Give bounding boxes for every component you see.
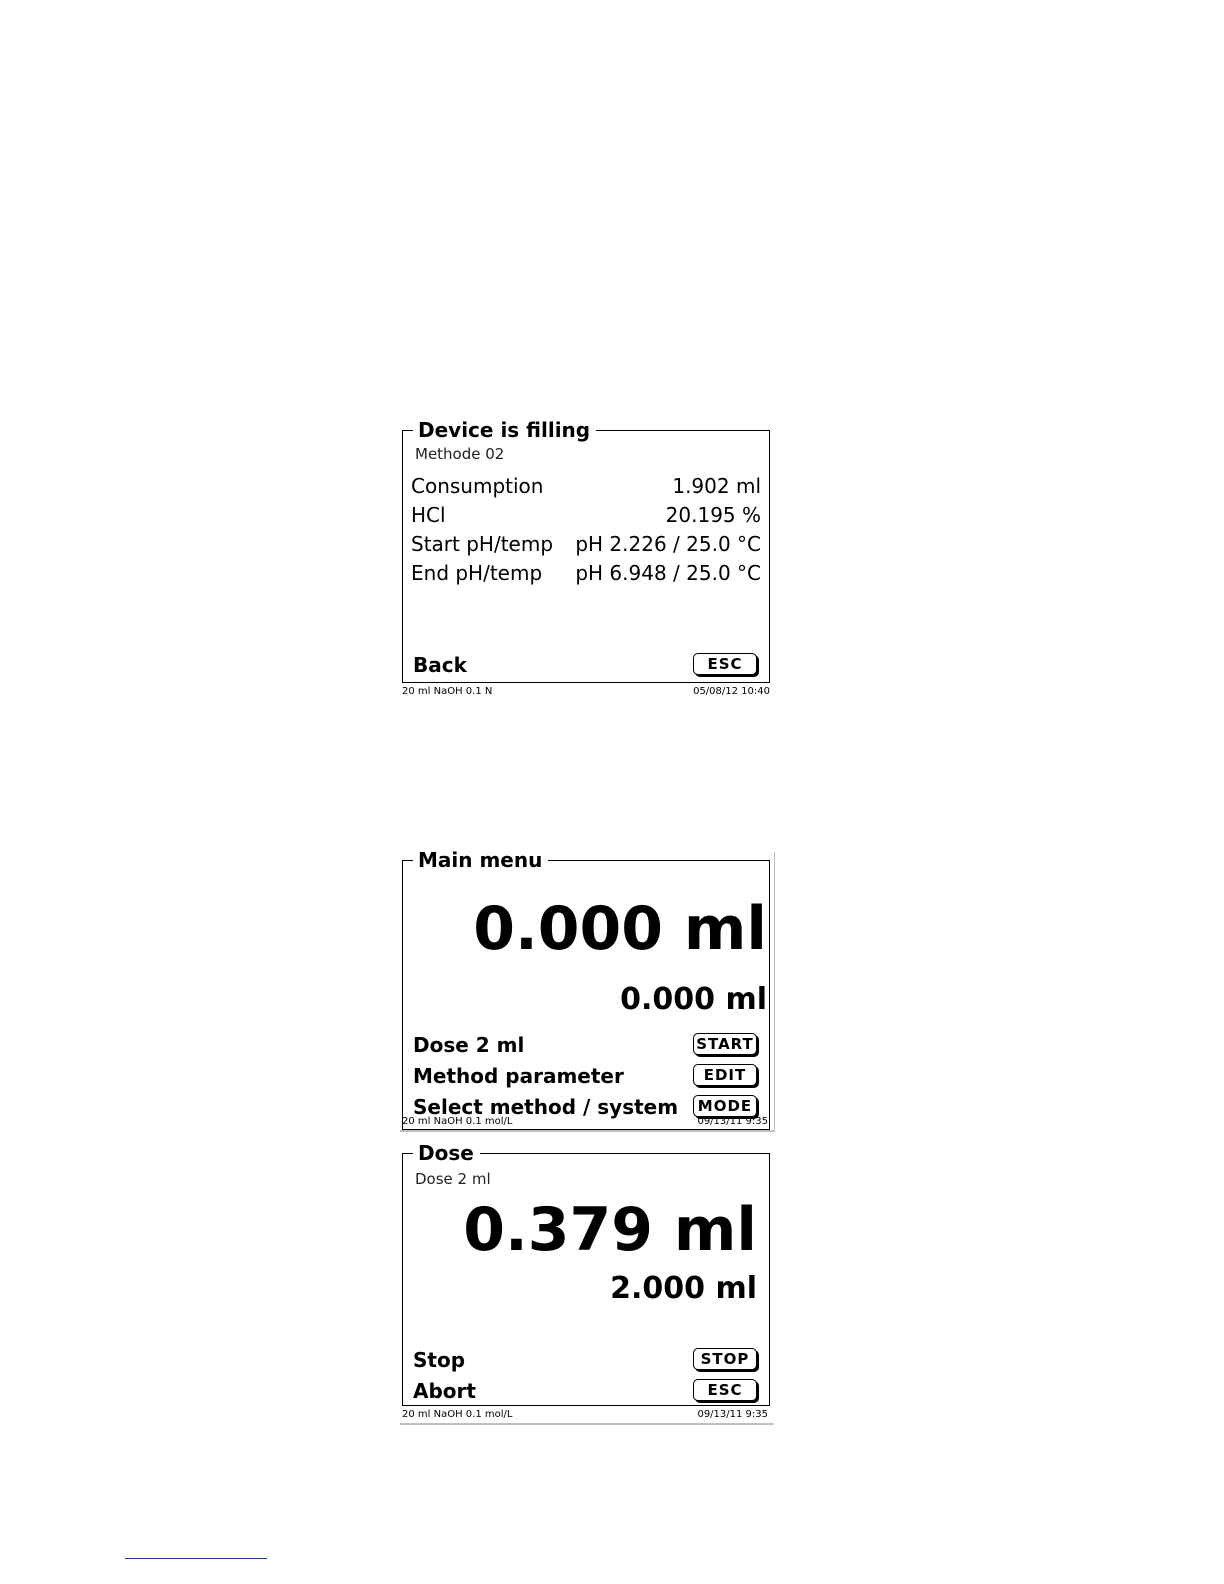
result-label: HCl	[411, 503, 446, 527]
datetime-status: 09/13/11 9:35	[697, 1409, 768, 1420]
menu-item-label: Select method / system	[413, 1095, 679, 1119]
panel-title: Main menu	[413, 847, 548, 873]
result-value: pH 6.948 / 25.0 °C	[575, 561, 761, 585]
mode-button[interactable]: MODE	[693, 1095, 757, 1117]
back-row[interactable]	[413, 651, 757, 679]
reagent-status: 20 ml NaOH 0.1 mol/L	[402, 1116, 513, 1127]
menu-item-label: Method parameter	[413, 1064, 624, 1088]
edit-button[interactable]: EDIT	[693, 1064, 757, 1086]
device-filling-screen	[400, 420, 772, 705]
result-value: pH 2.226 / 25.0 °C	[575, 532, 761, 556]
method-name: Methode 02	[415, 445, 505, 463]
main-menu-panel	[402, 848, 770, 1130]
start-button[interactable]: START	[693, 1033, 757, 1055]
screen-edge-line	[774, 852, 775, 1132]
menu-item-method-parameter[interactable]	[413, 1062, 757, 1090]
menu-item-label: Stop	[413, 1348, 466, 1372]
dose-screen	[400, 1143, 774, 1428]
reagent-status: 20 ml NaOH 0.1 N	[402, 686, 493, 697]
dosed-volume-value: 0.000 ml	[473, 894, 767, 964]
panel-title: Device is filling	[413, 417, 596, 443]
dose-method-name: Dose 2 ml	[415, 1170, 491, 1188]
menu-item-stop[interactable]	[413, 1346, 757, 1374]
datetime-status: 05/08/12 10:40	[693, 686, 770, 697]
result-value: 20.195 %	[665, 503, 761, 527]
main-menu-screen	[400, 850, 776, 1135]
result-label: Consumption	[411, 474, 544, 498]
total-volume-value: 0.000 ml	[620, 982, 767, 1017]
esc-button[interactable]: ESC	[693, 1379, 757, 1401]
result-row-start-ph	[411, 531, 761, 557]
device-filling-panel	[402, 418, 770, 683]
dosed-volume-value: 0.379 ml	[463, 1195, 757, 1265]
menu-item-label: Abort	[413, 1379, 476, 1403]
menu-item-dose[interactable]	[413, 1031, 757, 1059]
result-label: End pH/temp	[411, 561, 543, 585]
result-row-consumption	[411, 473, 761, 499]
result-value: 1.902 ml	[672, 474, 761, 498]
reagent-status: 20 ml NaOH 0.1 mol/L	[402, 1409, 513, 1420]
result-row-end-ph	[411, 560, 761, 586]
datetime-status: 09/13/11 9:35	[697, 1116, 768, 1127]
footnote-separator	[125, 1558, 267, 1559]
stop-button[interactable]: STOP	[693, 1348, 757, 1370]
menu-item-abort[interactable]	[413, 1377, 757, 1405]
result-label: Start pH/temp	[411, 532, 554, 556]
target-volume-value: 2.000 ml	[610, 1271, 757, 1306]
status-bar-line	[400, 1423, 774, 1425]
status-bar-line	[400, 1130, 774, 1132]
panel-title: Dose	[413, 1140, 480, 1166]
result-row-hcl	[411, 502, 761, 528]
menu-item-label: Dose 2 ml	[413, 1033, 525, 1057]
back-label: Back	[413, 653, 467, 677]
esc-button[interactable]: ESC	[693, 653, 757, 675]
dose-panel	[402, 1141, 770, 1406]
